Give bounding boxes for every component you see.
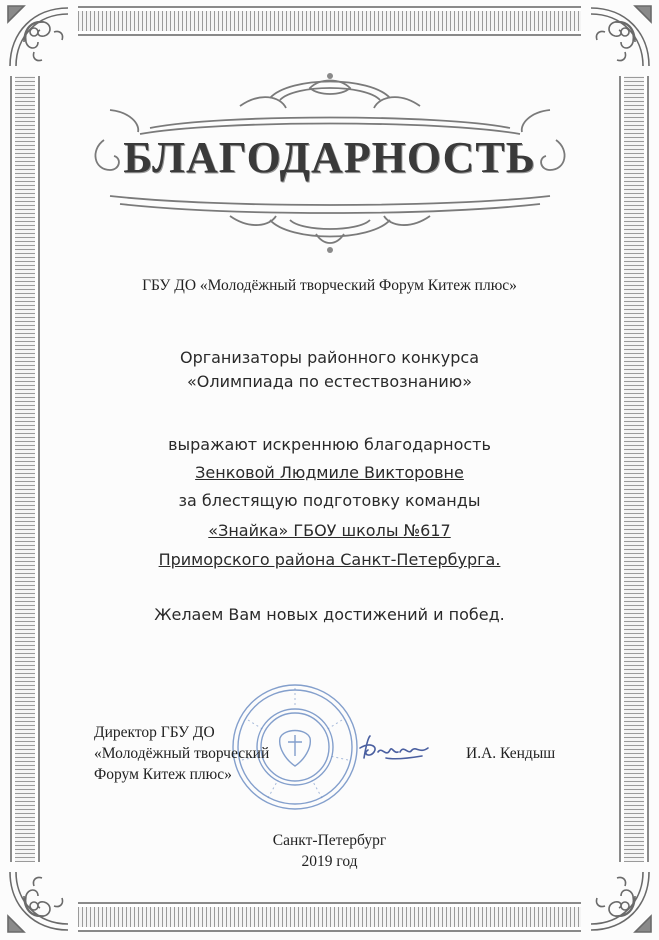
district-line: Приморского района Санкт-Петербурга.	[158, 550, 501, 569]
ornament-corner-icon	[4, 2, 74, 72]
signer-name: И.А. Кендыш	[466, 745, 556, 762]
ornament-corner-icon	[585, 866, 655, 936]
border-top-band	[78, 6, 581, 36]
issuing-organization: ГБУ ДО «Молодёжный творческий Форум Китеж плюс»	[142, 277, 517, 294]
certificate-title: БЛАГОДАРНОСТЬ	[123, 133, 536, 182]
border-bottom-band	[78, 902, 581, 932]
handwritten-signature-icon	[356, 728, 436, 768]
signer-position-line: Директор ГБУ ДО	[94, 724, 215, 741]
signer-position	[94, 722, 269, 785]
team-line: «Знайка» ГБОУ школы №617	[208, 521, 451, 540]
city-label: Санкт-Петербург	[272, 832, 387, 849]
signer-position-line: Форум Китеж плюс»	[94, 766, 232, 783]
ornament-corner-icon	[4, 866, 74, 936]
contest-name: «Олимпиада по естествознанию»	[186, 372, 473, 391]
thanks-line: выражают искреннюю благодарность	[168, 435, 491, 454]
reason-line: за блестящую подготовку команды	[178, 491, 481, 510]
wish-line: Желаем Вам новых достижений и побед.	[154, 605, 505, 624]
year-label: 2019 год	[301, 853, 358, 870]
recipient-name: Зенковой Людмиле Викторовне	[195, 463, 464, 482]
signer-position-line: «Молодёжный творческий	[94, 745, 270, 762]
ornament-corner-icon	[585, 2, 655, 72]
organizers-line: Организаторы районного конкурса	[179, 348, 480, 367]
